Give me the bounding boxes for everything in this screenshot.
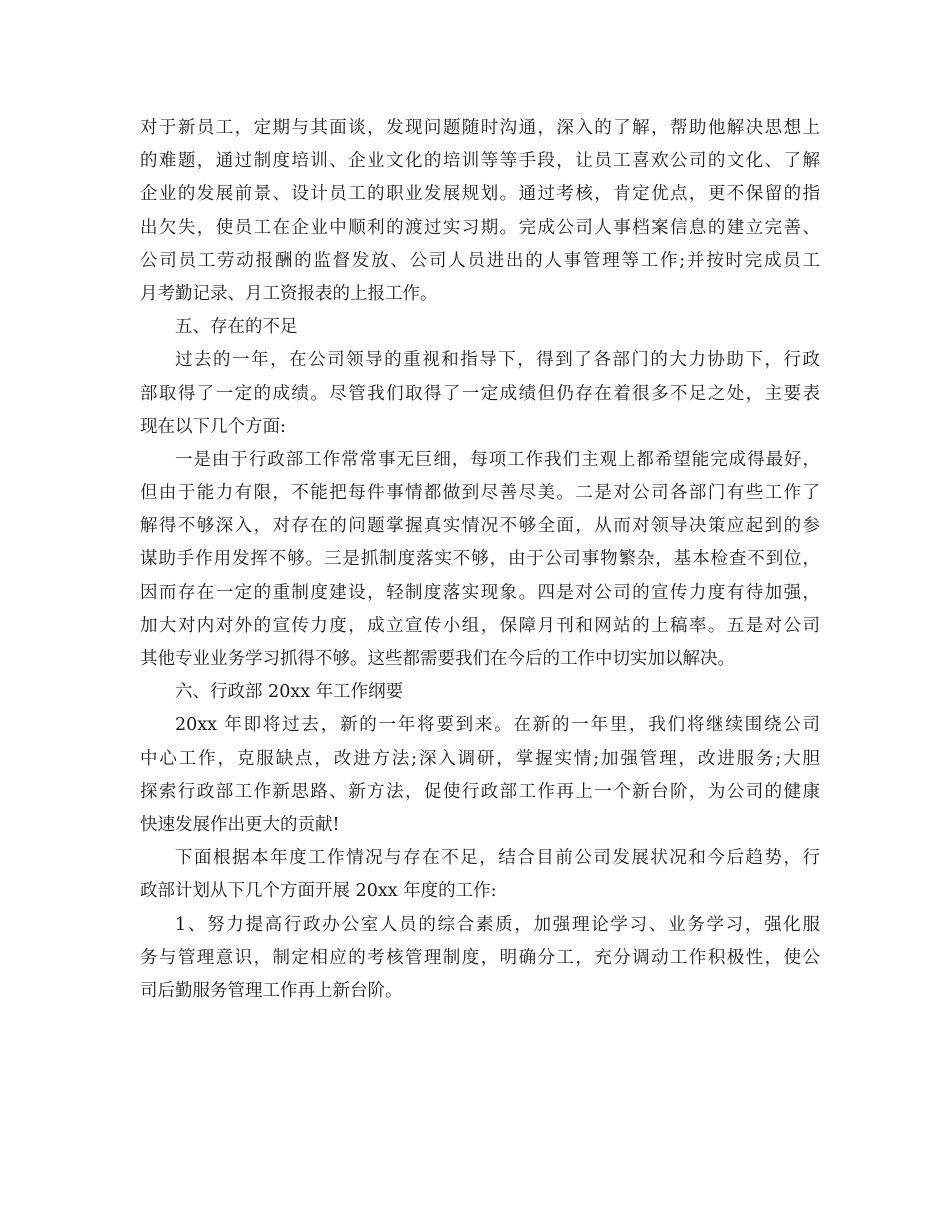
text-line-20: 中心工作，克服缺点，改进方法;深入调研，掌握实情;加强管理，改进服务;大胆: [140, 748, 820, 769]
text-line-10: 现在以下几个方面:: [140, 416, 286, 437]
text-line-5: 公司员工劳动报酬的监督发放、公司人员进出的人事管理等工作;并按时完成员工: [140, 250, 820, 271]
text-line-12: 但由于能力有限，不能把每件事情都做到尽善尽美。二是对公司各部门有些工作了: [140, 483, 820, 504]
section-heading-5: 五、存在的不足: [175, 317, 298, 338]
text-line-21: 探索行政部工作新思路、新方法，促使行政部工作再上一个新台阶，为公司的健康: [140, 781, 820, 802]
text-line-19: 20xx 年即将过去，新的一年将要到来。在新的一年里，我们将继续围绕公司: [175, 715, 820, 736]
text-line-16: 加大对内对外的宣传力度，成立宣传小组，保障月刊和网站的上稿率。五是对公司: [140, 615, 820, 636]
text-line-23: 下面根据本年度工作情况与存在不足，结合目前公司发展状况和今后趋势，行: [175, 848, 820, 869]
text-line-9: 部取得了一定的成绩。尽管我们取得了一定成绩但仍存在着很多不足之处，主要表: [140, 383, 820, 404]
text-line-8: 过去的一年，在公司领导的重视和指导下，得到了各部门的大力协助下，行政: [175, 350, 820, 371]
section-heading-6: 六、行政部 20xx 年工作纲要: [175, 682, 404, 703]
text-line-27: 司后勤服务管理工作再上新台阶。: [140, 980, 403, 1001]
text-line-6: 月考勤记录、月工资报表的上报工作。: [140, 283, 438, 304]
text-line-17: 其他专业业务学习抓得不够。这些都需要我们在今后的工作中切实加以解决。: [140, 649, 735, 669]
text-line-15: 因而存在一定的重制度建设，轻制度落实现象。四是对公司的宣传力度有待加强，: [140, 582, 820, 603]
text-line-13: 解得不够深入，对存在的问题掌握真实情况不够全面，从而对领导决策应起到的参: [140, 516, 820, 537]
text-line-25: 1、努力提高行政办公室人员的综合素质，加强理论学习、业务学习，强化服: [175, 914, 820, 935]
text-line-11: 一是由于行政部工作常常事无巨细，每项工作我们主观上都希望能完成得最好，: [175, 449, 820, 470]
text-line-2: 的难题，通过制度培训、企业文化的培训等等手段，让员工喜欢公司的文化、了解: [140, 151, 820, 172]
text-line-4: 出欠失，使员工在企业中顺利的渡过实习期。完成公司人事档案信息的建立完善、: [140, 217, 820, 238]
text-line-14: 谋助手作用发挥不够。三是抓制度落实不够，由于公司事物繁杂，基本检查不到位，: [140, 549, 820, 570]
text-line-1: 对于新员工，定期与其面谈，发现问题随时沟通，深入的了解，帮助他解决思想上: [140, 118, 820, 138]
text-line-24: 政部计划从下几个方面开展 20xx 年度的工作:: [140, 881, 497, 902]
text-line-26: 务与管理意识，制定相应的考核管理制度，明确分工，充分调动工作积极性，使公: [140, 947, 820, 968]
text-line-3: 企业的发展前景、设计员工的职业发展规划。通过考核，肯定优点，更不保留的指: [140, 184, 820, 205]
document-body: [140, 112, 820, 1008]
text-line-22: 快速发展作出更大的贡献!: [140, 814, 340, 835]
